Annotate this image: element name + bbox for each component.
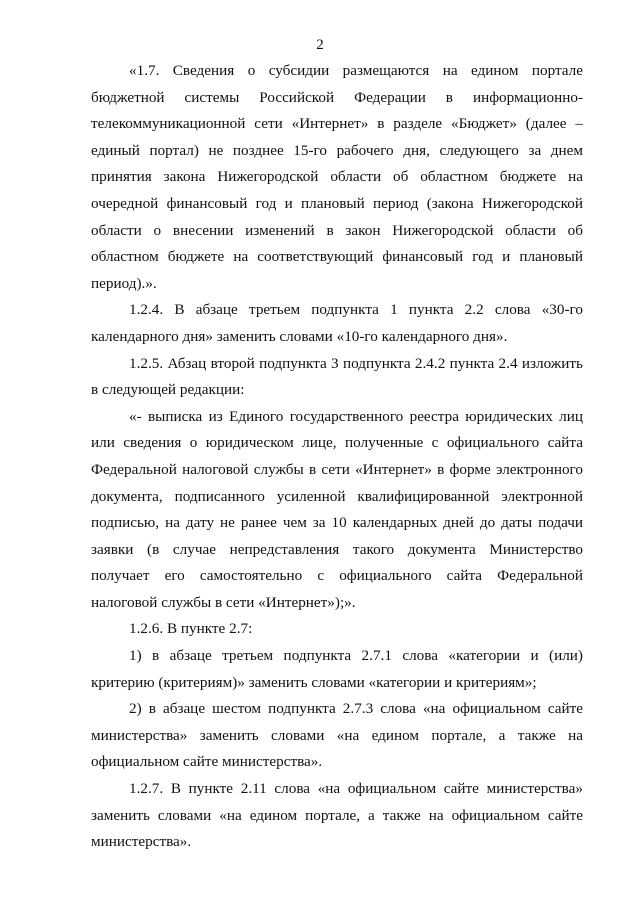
paragraph-1-2-5: 1.2.5. Абзац второй подпункта 3 подпункта 2.4.2 пункта 2.4 изложить в следующей редакции: [91, 354, 583, 399]
paragraph-extract-quote: «- выписка из Единого государственного реестра юридических лиц или сведения о юридическом лице, полученные с официального сайта Федеральной налоговой службы в сети «Интернет» в форме электронного документа, подписанного усиленной квалифицированной электронной подписью, на дату не ранее чем за 10 календарных дней до даты подачи заявки (в случае непредставления такого документа Министерство получает его самостоятельно с официального сайта Федеральной налоговой службы в сети «Интернет»);». [91, 407, 583, 611]
paragraph-1-2-6: 1.2.6. В пункте 2.7: [129, 620, 253, 638]
paragraph-1-2-4: 1.2.4. В абзаце третьем подпункта 1 пункта 2.2 слова «30-го календарного дня» заменить словами «10-го календарного дня». [91, 301, 583, 345]
paragraph-1-2-6-item-1: 1) в абзаце третьем подпункта 2.7.1 слова «категории и (или) критерию (критериям)» заменить словами «категории и критериям»; [91, 647, 583, 691]
paragraph-1-7-subsidy-info: «1.7. Сведения о субсидии размещаются на едином портале бюджетной системы Российской Федерации в информационно-телекоммуникационной сети «Интернет» в разделе «Бюджет» (далее – единый портал) не позднее 15-го рабочего дня, следующего за днем принятия закона Нижегородской области об областном бюджете на очередной финансовый год и плановый период (закона Нижегородской области о внесении изменений в закон Нижегородской области об областном бюджете на соответствующий финансовый год и плановый период).». [91, 62, 583, 292]
paragraph-1-2-7: 1.2.7. В пункте 2.11 слова «на официальном сайте министерства» заменить словами «на едином портале, а также на официальном сайте министерства». [91, 780, 583, 851]
document-body [91, 58, 583, 856]
paragraph-1-2-6-item-2: 2) в абзаце шестом подпункта 2.7.3 слова «на официальном сайте министерства» заменить словами «на едином портале, а также на официальном сайте министерства». [91, 700, 583, 771]
page-number: 2 [316, 37, 324, 53]
